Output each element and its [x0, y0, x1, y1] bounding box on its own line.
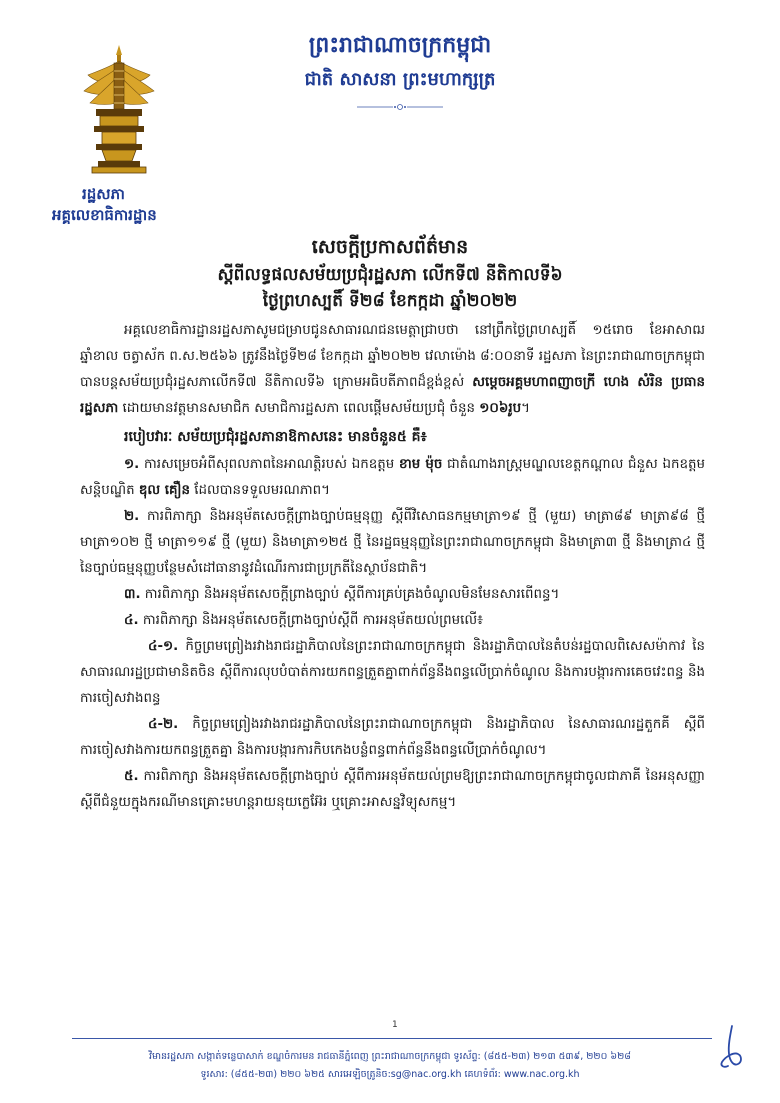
announcement-title — [110, 232, 670, 314]
footer-address: វិមានរដ្ឋសភា សង្កាត់ទន្លេបាសាក់ ខណ្ឌចំការមន រាជធានីភ្នំពេញ ព្រះរាជាណាចក្រកម្ពុជា ទូរស័ព្ទ: (៨៥៥-២៣) ២១៣ ៥៣៩, ២២០ ៦២៨ — [149, 1051, 631, 1062]
kingdom-name: ព្រះរាជាណាចក្រកម្ពុជា — [308, 33, 492, 58]
intro-text-2: ដោយមានវត្តមានសមាជិក សមាជិការដ្ឋសភា ពេលផ្ដើមសម័យប្រជុំ ចំនួន — [118, 401, 480, 416]
agenda-item-3 — [80, 582, 705, 608]
kingdom-header — [230, 30, 570, 112]
item-number: ៤. — [124, 613, 139, 628]
item-number: ៤-១. — [148, 639, 179, 654]
member-name: ខាម ម៉ុច — [398, 457, 443, 472]
item-text: កិច្ចព្រមព្រៀងរវាងរាជរដ្ឋាភិបាលនៃព្រះរាជាណាចក្រកម្ពុជា និងរដ្ឋាភិបាល នៃសាធារណរដ្ឋតួកគី ស្ដីពីការចៀសវាងការយកពន្ធត្រួតគ្នា និងការបង្ការការកិបកេងបន្លំពន្ធពាក់ព័ន្ធនឹងពន្ធលើប្រាក់ចំណូល។ — [80, 717, 705, 758]
national-motto: ជាតិ សាសនា ព្រះមហាក្សត្រ — [304, 69, 496, 90]
item-number: ៣. — [124, 587, 141, 602]
item-text: ដែលបានទទួលមរណភាព។ — [190, 483, 330, 498]
intro-text: អគ្គលេខាធិការដ្ឋានរដ្ឋសភាសូមជម្រាបជូនសាធារណជនមេត្តាជ្រាបថា នៅព្រឹកថ្ងៃព្រហស្បតិ៍ ១៥រោច ខែអាសាឍ ឆ្នាំខាល ចត្វាស័ក ព.ស.២៥៦៦ ត្រូវនឹងថ្ងៃទី២៨ ខែកក្កដា ឆ្នាំ២០២២ វេលាម៉ោង ៨:០០នាទី រដ្ឋសភា នៃព្រះរាជាណាចក្រកម្ពុជា បានបន្ដសម័យប្រជុំរដ្ឋសភាលើកទី៧ នីតិកាលទី៦ ក្រោមអធិបតីភាពដ៏ខ្ពង់ខ្ពស់ — [80, 323, 705, 390]
intro-paragraph — [80, 318, 705, 422]
deceased-member-name: ឌុល គឿន — [138, 483, 191, 498]
item-text: ការសម្រេចអំពីសុពលភាពនៃអាណត្តិរបស់ ឯកឧត្ដម — [139, 457, 399, 472]
item-text: កិច្ចព្រមព្រៀងរវាងរាជរដ្ឋាភិបាលនៃព្រះរាជាណាចក្រកម្ពុជា និងរដ្ឋាភិបាលនៃតំបន់រដ្ឋបាលពិសេសម៉ាកាវ នៃសាធារណរដ្ឋប្រជាមានិតចិន ស្ដីពីការលុបបំបាត់ការយកពន្ធត្រួតគ្នាពាក់ព័ន្ធនឹងពន្ធលើប្រាក់ចំណូល និងការបង្ការការគេចវេះពន្ធ និងការចៀសវាងពន្ធ — [80, 639, 705, 706]
ornament-divider-icon — [355, 102, 445, 112]
org-line-secretariat: អគ្គលេខាធិការដ្ឋាន — [52, 206, 157, 224]
footer-contact-line: ទូរសារ: (៨៥៥-២៣) ២២០ ៦២៥ សារអេឡិចត្រូនិច:sg@nac.org.kh គេហទំព័រ: www.nac.org.kh — [200, 1069, 580, 1080]
item-text: ការពិភាក្សា និងអនុម័តសេចក្ដីព្រាងច្បាប់ធម្មនុញ្ញ ស្ដីពីវិសោធនកម្មមាត្រា១៩ ថ្មី (មួយ) មាត្រា៨៩ មាត្រា៩៨ ថ្មី មាត្រា១០២ ថ្មី មាត្រា១១៩ ថ្មី (មួយ) និងមាត្រា១២៥ ថ្មី នៃរដ្ឋធម្មនុញ្ញនៃព្រះរាជាណាចក្រកម្ពុជា និងមាត្រា៣ ថ្មី និងមាត្រា៤ ថ្មី នៃច្បាប់ធម្មនុញ្ញបន្ថែមសំដៅធានានូវដំណើរការជាប្រក្រតីនៃស្ថាប័នជាតិ។ — [80, 509, 705, 576]
national-assembly-emblem-icon — [80, 45, 158, 175]
issuing-organization — [52, 184, 220, 226]
footer-divider — [72, 1038, 712, 1039]
item-text: ការពិភាក្សា និងអនុម័តសេចក្ដីព្រាងច្បាប់ ស្ដីពីការគ្រប់គ្រងចំណូលមិនមែនសារពើពន្ធ។ — [140, 587, 560, 602]
announcement-body — [80, 318, 705, 816]
president-name: សម្ដេចអគ្គមហាពញាចក្រី ហេង សំរិន ប្រធានរដ្ឋសភា — [80, 375, 705, 416]
signature-mark-icon — [712, 1022, 748, 1072]
agenda-item-4 — [80, 608, 705, 634]
item-number: ១. — [124, 457, 140, 472]
page-number: 1 — [392, 1020, 398, 1030]
agenda-item-5 — [80, 764, 705, 816]
item-number: ២. — [124, 509, 140, 524]
item-text: ការពិភាក្សា និងអនុម័តសេចក្ដីព្រាងច្បាប់ ស្ដីពីការអនុម័តយល់ព្រមឱ្យព្រះរាជាណាចក្រកម្ពុជាចូលជាភាគី នៃអនុសញ្ញាស្ដីពីជំនួយក្នុងករណីមានគ្រោះមហន្តរាយនុយក្លេអ៊ែរ ឬគ្រោះអាសន្នវិទ្យុសកម្ម។ — [80, 769, 705, 810]
agenda-item-1 — [80, 452, 705, 504]
agenda-item-4-1 — [80, 634, 705, 712]
item-number: ៤-២. — [148, 717, 179, 732]
agenda-heading: របៀបវារៈ សម័យប្រជុំរដ្ឋសភានាឱកាសនេះ មានចំនួន៥ គឺ៖ — [124, 429, 427, 445]
agenda-item-4-2 — [80, 712, 705, 764]
item-number: ៥. — [124, 769, 139, 784]
agenda-item-2 — [80, 504, 705, 582]
title-line-2: ស្ដីពីលទ្ធផលសម័យប្រជុំរដ្ឋសភា លើកទី៧ នីតិកាលទី៦ — [217, 265, 563, 285]
intro-text-end: ។ — [521, 401, 530, 416]
org-line-assembly: រដ្ឋសភា — [82, 185, 125, 203]
title-line-1: សេចក្ដីប្រកាសព័ត៌មាន — [311, 236, 469, 258]
footer-contact — [110, 1048, 670, 1084]
attendance-count: ១០៦រូប — [479, 401, 522, 416]
item-text: ជាតំណាងរាស្ដ្រមណ្ឌលខេត្តកណ្ដាល ជំនួស ឯកឧត្ដមសន្ដិបណ្ឌិត — [80, 457, 705, 498]
item-text: ការពិភាក្សា និងអនុម័តសេចក្ដីព្រាងច្បាប់ស្ដីពី ការអនុម័តយល់ព្រមលើ៖ — [138, 613, 484, 628]
title-line-3: ថ្ងៃព្រហស្បតិ៍ ទី២៨ ខែកក្កដា ឆ្នាំ២០២២ — [262, 291, 518, 311]
